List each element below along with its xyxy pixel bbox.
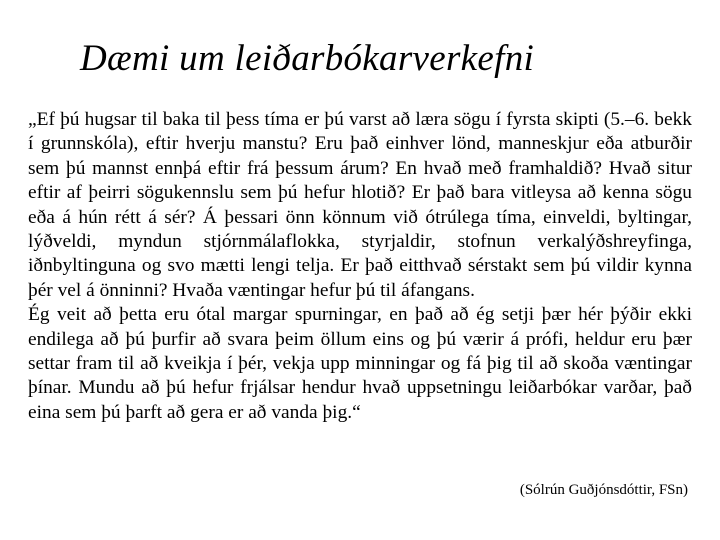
citation: (Sólrún Guðjónsdóttir, FSn) [519, 482, 688, 498]
quote-body [28, 108, 692, 425]
quote-paragraph-2: Ég veit að þetta eru ótal margar spurningar, en það að ég setji þær hér þýðir ekki endilega að þú þurfir að svara þeim öllum eins og þú værir á prófi, heldur eru þær settar fram til að kveikja í þér, vekja upp minningar og fá þig til að skoða væntingar þínar. Mundu að þú hefur frjálsar hendur hvað uppsetningu leiðarbókar varðar, það eina sem þú þarft að gera er að vanda þig.“ [28, 304, 692, 423]
quote-paragraph-1: „Ef þú hugsar til baka til þess tíma er þú varst að læra sögu í fyrsta skipti (5.–6. bekk í grunnskóla), eftir hverju manstu? Eru það einhver lönd, manneskjur eða atburðir sem þú mannst ennþá eftir frá þessum árum? En hvað með framhaldið? Hvað situr eftir af þeirri sögukennslu sem þú hefur hlotið? Er það bara vitleysa að kenna sögu eða á hún rétt á sér? Á þessari önn könnum við ótrúlega tíma, einveldi, byltingar, lýðveldi, myndun stjórnmálaflokka, styrjaldir, stofnun verkalýðshreyfinga, iðnbyltinguna og svo mætti lengi telja. Er það eitthvað sérstakt sem þú vildir kynna þér vel á önninni? Hvaða væntingar hefur þú til áfangans. [28, 109, 692, 301]
slide-title: Dæmi um leiðarbókarverkefni [80, 38, 535, 79]
